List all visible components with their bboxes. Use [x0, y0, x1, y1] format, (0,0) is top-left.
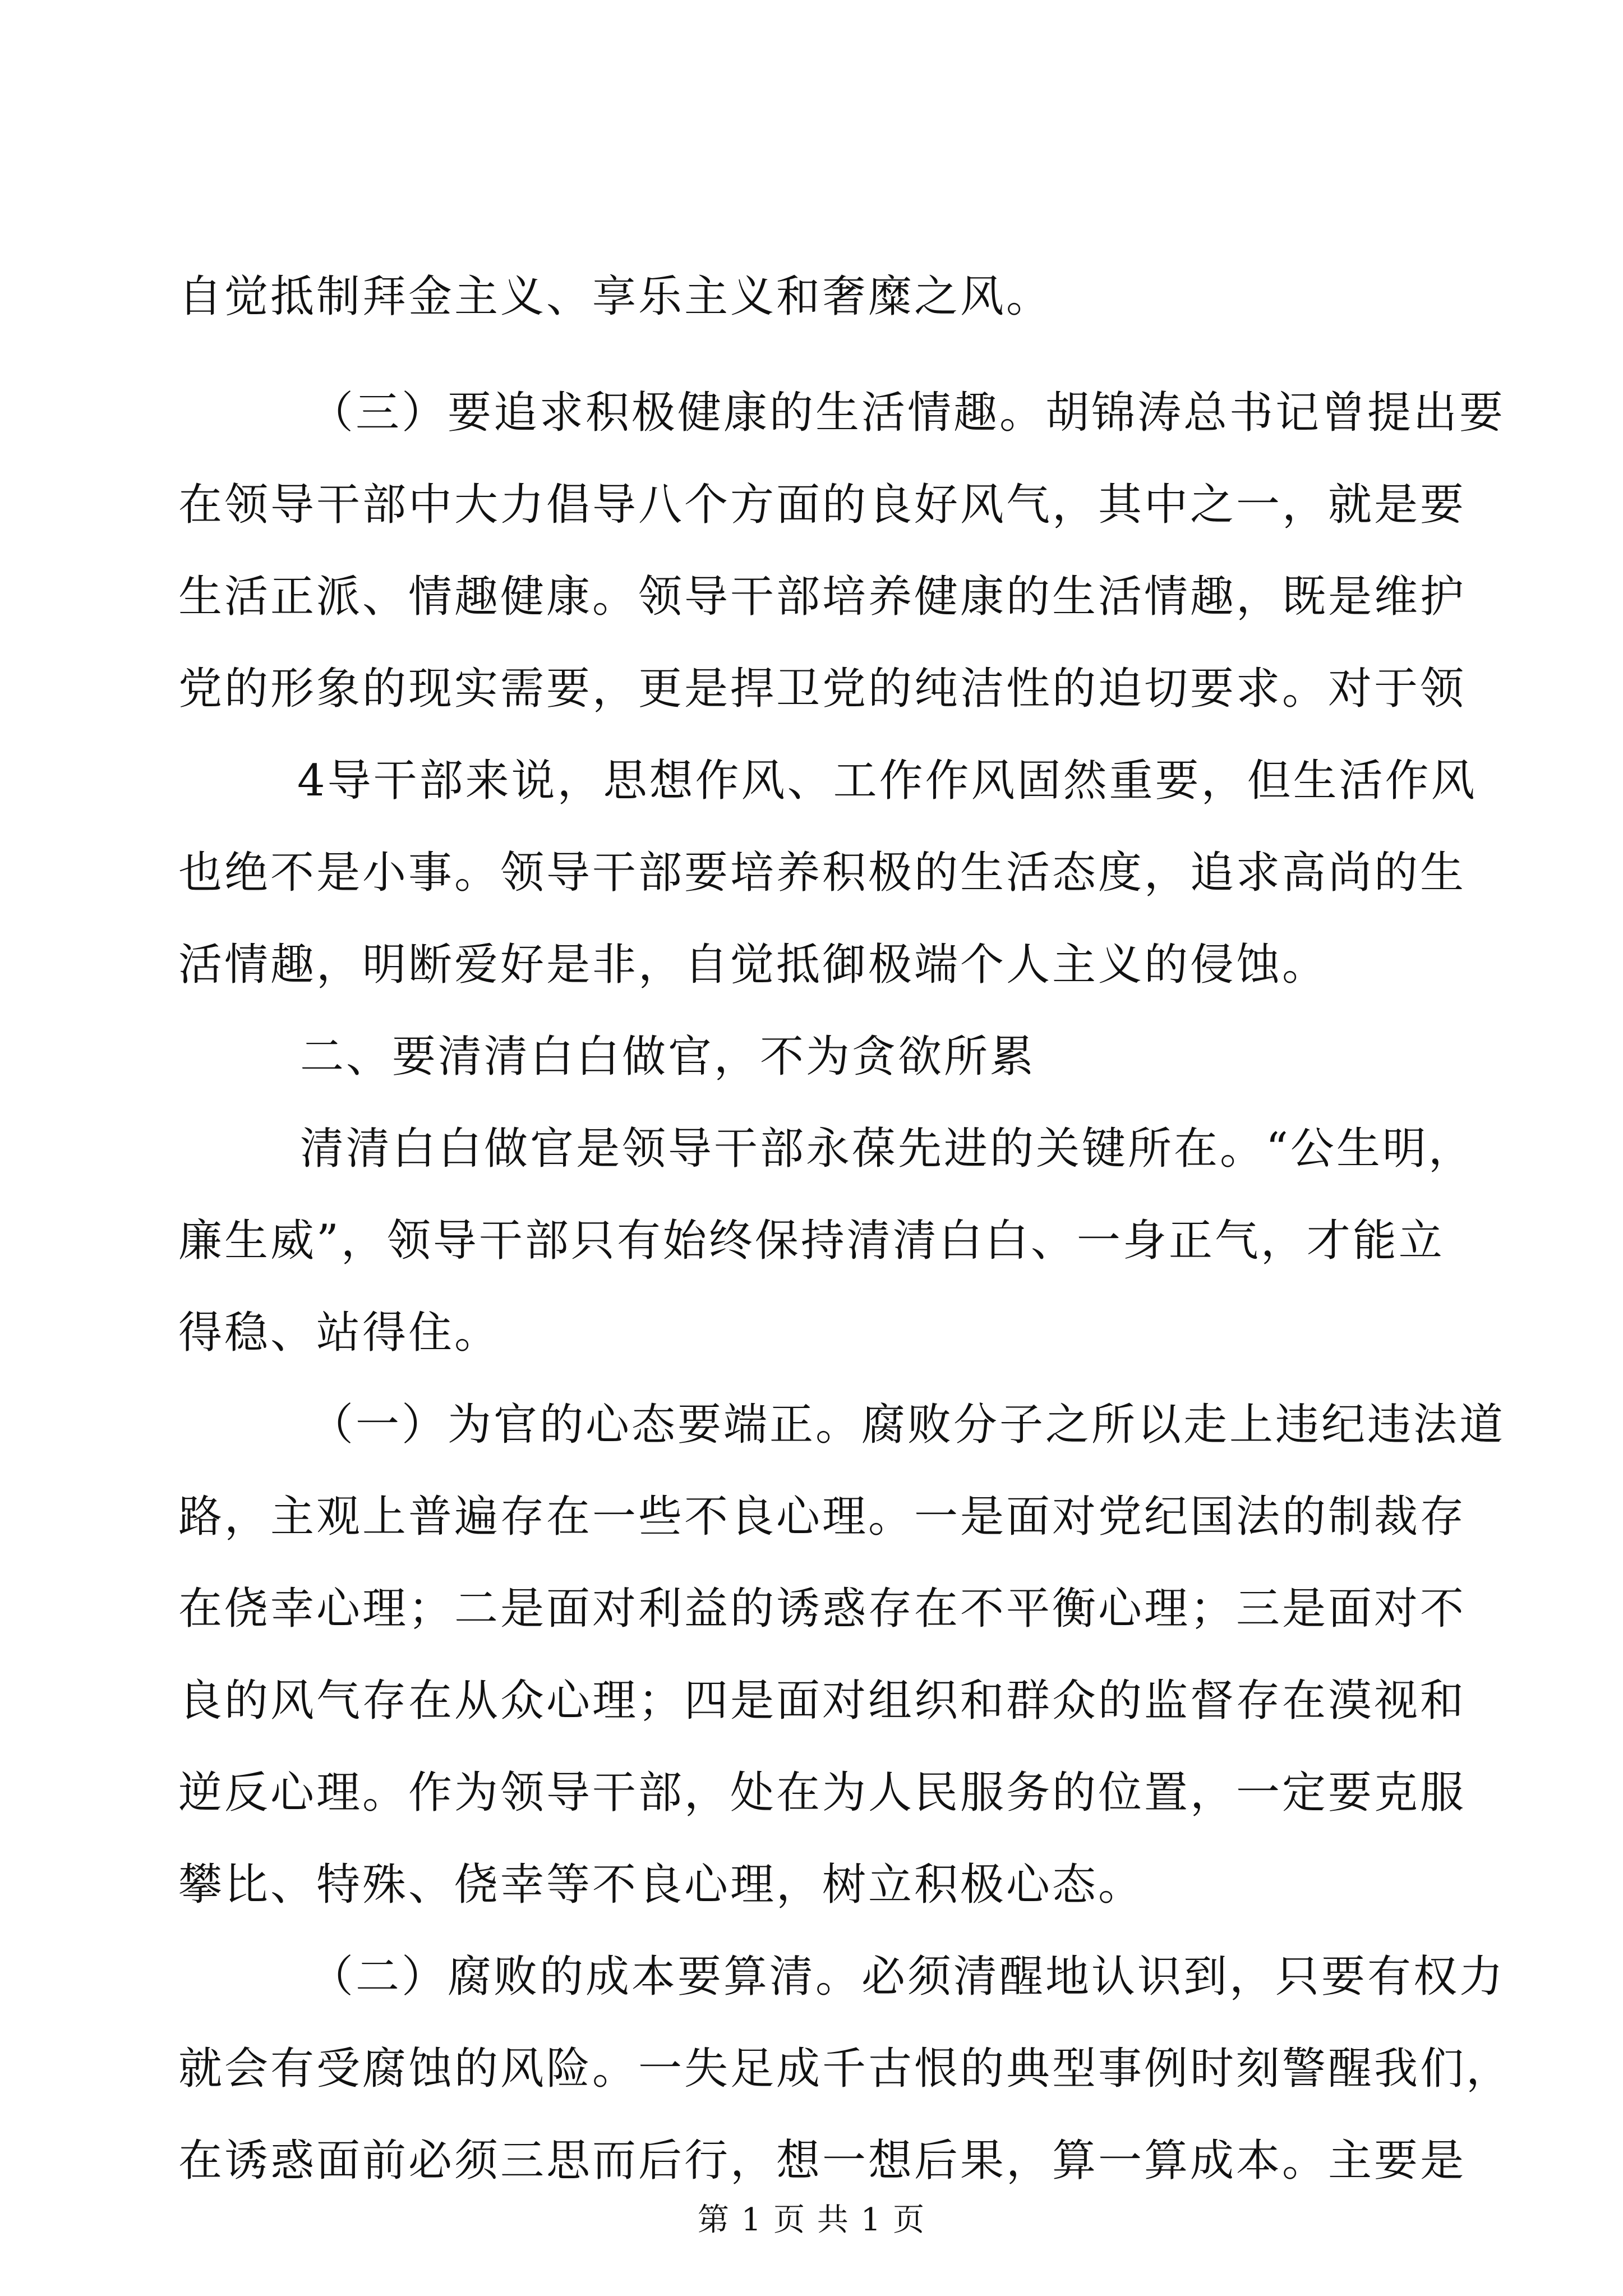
- text-line: 生活正派、情趣健康。领导干部培养健康的生活情趣，既是维护: [178, 572, 1467, 622]
- page-number-footer: 第 1 页 共 1 页: [697, 2202, 926, 2238]
- text-line: （一）为官的心态要端正。腐败分子之所以走上违纪违法道: [310, 1400, 1506, 1450]
- text-line: （二）腐败的成本要算清。必须清醒地认识到，只要有权力: [310, 1952, 1506, 2002]
- text-line: 在领导干部中大力倡导八个方面的良好风气，其中之一，就是要: [178, 480, 1467, 530]
- text-line: 自觉抵制拜金主义、享乐主义和奢糜之风。: [178, 272, 1053, 322]
- text-line: 4导干部来说，思想作风、工作作风固然重要，但生活作风: [297, 756, 1477, 806]
- text-line: 逆反心理。作为领导干部，处在为人民服务的位置，一定要克服: [178, 1768, 1467, 1818]
- text-line: 也绝不是小事。领导干部要培养积极的生活态度，追求高尚的生: [178, 848, 1467, 898]
- text-line: 得稳、站得住。: [178, 1308, 501, 1358]
- text-line: 路，主观上普遍存在一些不良心理。一是面对党纪国法的制裁存: [178, 1492, 1467, 1542]
- text-line: 在诱惑面前必须三思而后行，想一想后果，算一算成本。主要是: [178, 2136, 1467, 2186]
- text-line: 廉生威”，领导干部只有始终保持清清白白、一身正气，才能立: [178, 1216, 1445, 1266]
- text-line: 良的风气存在从众心理；四是面对组织和群众的监督存在漠视和: [178, 1676, 1467, 1726]
- text-line: 在侥幸心理；二是面对利益的诱惑存在不平衡心理；三是面对不: [178, 1584, 1467, 1634]
- section-heading: 二、要清清白白做官，不为贪欲所累: [300, 1032, 1036, 1082]
- text-line: （三）要追求积极健康的生活情趣。胡锦涛总书记曾提出要: [310, 388, 1506, 438]
- text-line: 就会有受腐蚀的风险。一失足成千古恨的典型事例时刻警醒我们，: [178, 2044, 1513, 2094]
- text-line: 党的形象的现实需要，更是捍卫党的纯洁性的迫切要求。对于领: [178, 664, 1467, 714]
- text-line: 攀比、特殊、侥幸等不良心理，树立积极心态。: [178, 1860, 1145, 1910]
- text-line: 清清白白做官是领导干部永葆先进的关键所在。“公生明，: [300, 1124, 1474, 1174]
- text-line: 活情趣，明断爱好是非，自觉抵御极端个人主义的侵蚀。: [178, 940, 1329, 990]
